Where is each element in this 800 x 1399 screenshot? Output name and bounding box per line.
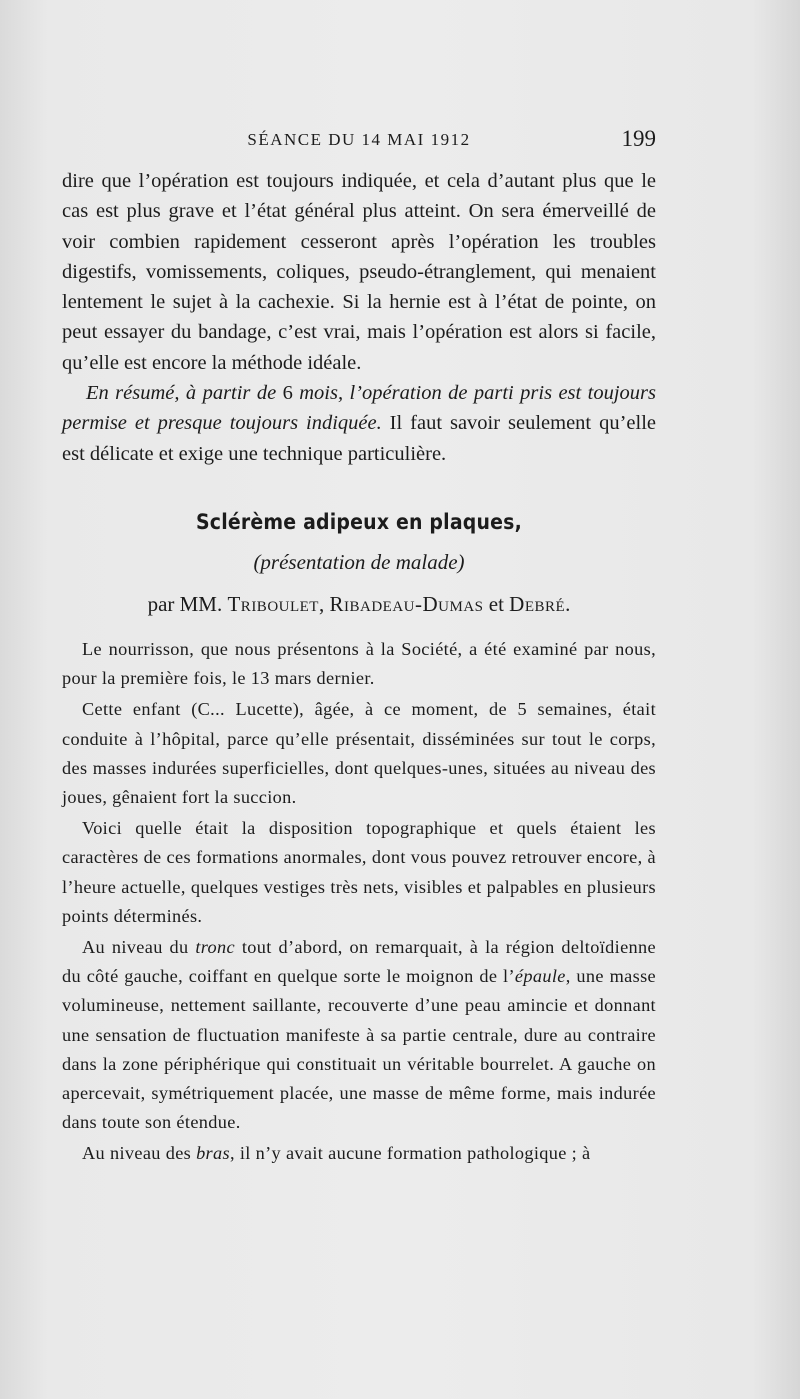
section-body bbox=[62, 635, 656, 1169]
text-run: Il faut savoir seulement qu’elle est délicate et exige une technique particulière. bbox=[62, 412, 656, 465]
paragraph bbox=[62, 166, 656, 378]
italic-run: mois, l’opération de parti pris est toujours permise et presque toujours indiquée. bbox=[62, 382, 656, 435]
authors-prefix: par MM. bbox=[147, 591, 223, 616]
page-header bbox=[62, 126, 656, 156]
running-head: SÉANCE DU 14 MAI 1912 bbox=[247, 130, 471, 149]
paragraph-summary bbox=[62, 378, 656, 469]
author-end: . bbox=[565, 591, 571, 616]
author-separator: et bbox=[483, 591, 510, 616]
text-run: Le nourrisson, que nous présentons à la Société, a été examiné par nous, pour la première fois, le 13 mars dernier. bbox=[62, 638, 656, 689]
author-separator: , bbox=[318, 591, 330, 616]
authors-line bbox=[62, 589, 656, 619]
paragraph bbox=[62, 1139, 656, 1168]
text-run: Voici quelle était la disposition topographique et quels étaient les caractères de ces formations anormales, dont vous pouvez retrouver encore, à l’heure actuelle, quelques vestiges très nets, visibles et palpables en plusieurs points déterminés. bbox=[62, 818, 656, 926]
author-name: Triboulet bbox=[227, 591, 319, 616]
text-run: , il n’y avait aucune formation pathologique ; à bbox=[229, 1143, 591, 1164]
text-run: dire que l’opération est toujours indiquée, et cela d’autant plus que le cas est plus grave et l’état général plus atteint. On sera émerveillé de voir combien rapidement cesseront après l’opération les troubles digestifs, vomissements, coliques, pseudo-étranglement, qui menaient lentement le sujet à la cachexie. Si la hernie est à l’état de pointe, on peut essayer du bandage, c’est vrai, mais l’opération est alors si facile, qu’elle est encore la méthode idéale. bbox=[62, 170, 656, 374]
page-number: 199 bbox=[621, 126, 656, 151]
text-run: tout d’abord, on remarquait, à la région deltoïdienne du côté gauche, coiffant en quelque sorte le moignon de l’ bbox=[62, 937, 656, 987]
paragraph bbox=[62, 933, 656, 1137]
italic-run: bras bbox=[196, 1143, 230, 1164]
text-run: Au niveau des bbox=[82, 1143, 197, 1164]
author-name: Debré bbox=[509, 591, 566, 616]
text-run: Au niveau du bbox=[82, 937, 196, 957]
text-run: Cette enfant (C... Lucette), âgée, à ce moment, de 5 semaines, était conduite à l’hôpital, parce qu’elle présentait, disséminées sur tout le corps, des masses indurées superficielles, dont quelques-unes, situées au niveau des joues, gênaient fort la succion. bbox=[62, 699, 656, 807]
italic-run: épaule bbox=[514, 966, 566, 987]
section-title: Sclérème adipeux en plaques, bbox=[195, 509, 522, 534]
section-heading bbox=[62, 507, 656, 619]
text-run: 6 bbox=[282, 382, 293, 405]
italic-run: En résumé, à partir de bbox=[86, 382, 283, 405]
continued-text bbox=[62, 166, 656, 469]
paragraph bbox=[62, 695, 656, 812]
paragraph bbox=[62, 635, 656, 693]
section-subtitle: (présentation de malade) bbox=[253, 549, 465, 574]
italic-run: tronc bbox=[195, 937, 236, 957]
author-name: Ribadeau-Dumas bbox=[329, 591, 484, 616]
body-text bbox=[62, 166, 656, 1169]
text-run: , une masse volumineuse, nettement saillante, recouverte d’une peau amincie et donnant une sensation de fluctuation manifeste à sa partie centrale, dure au contraire dans la zone périphérique qui constituait un véritable bourrelet. A gauche on apercevait, symétriquement placée, une masse de même forme, mais indurée dans toute son étendue. bbox=[62, 966, 656, 1133]
paragraph bbox=[62, 814, 656, 931]
